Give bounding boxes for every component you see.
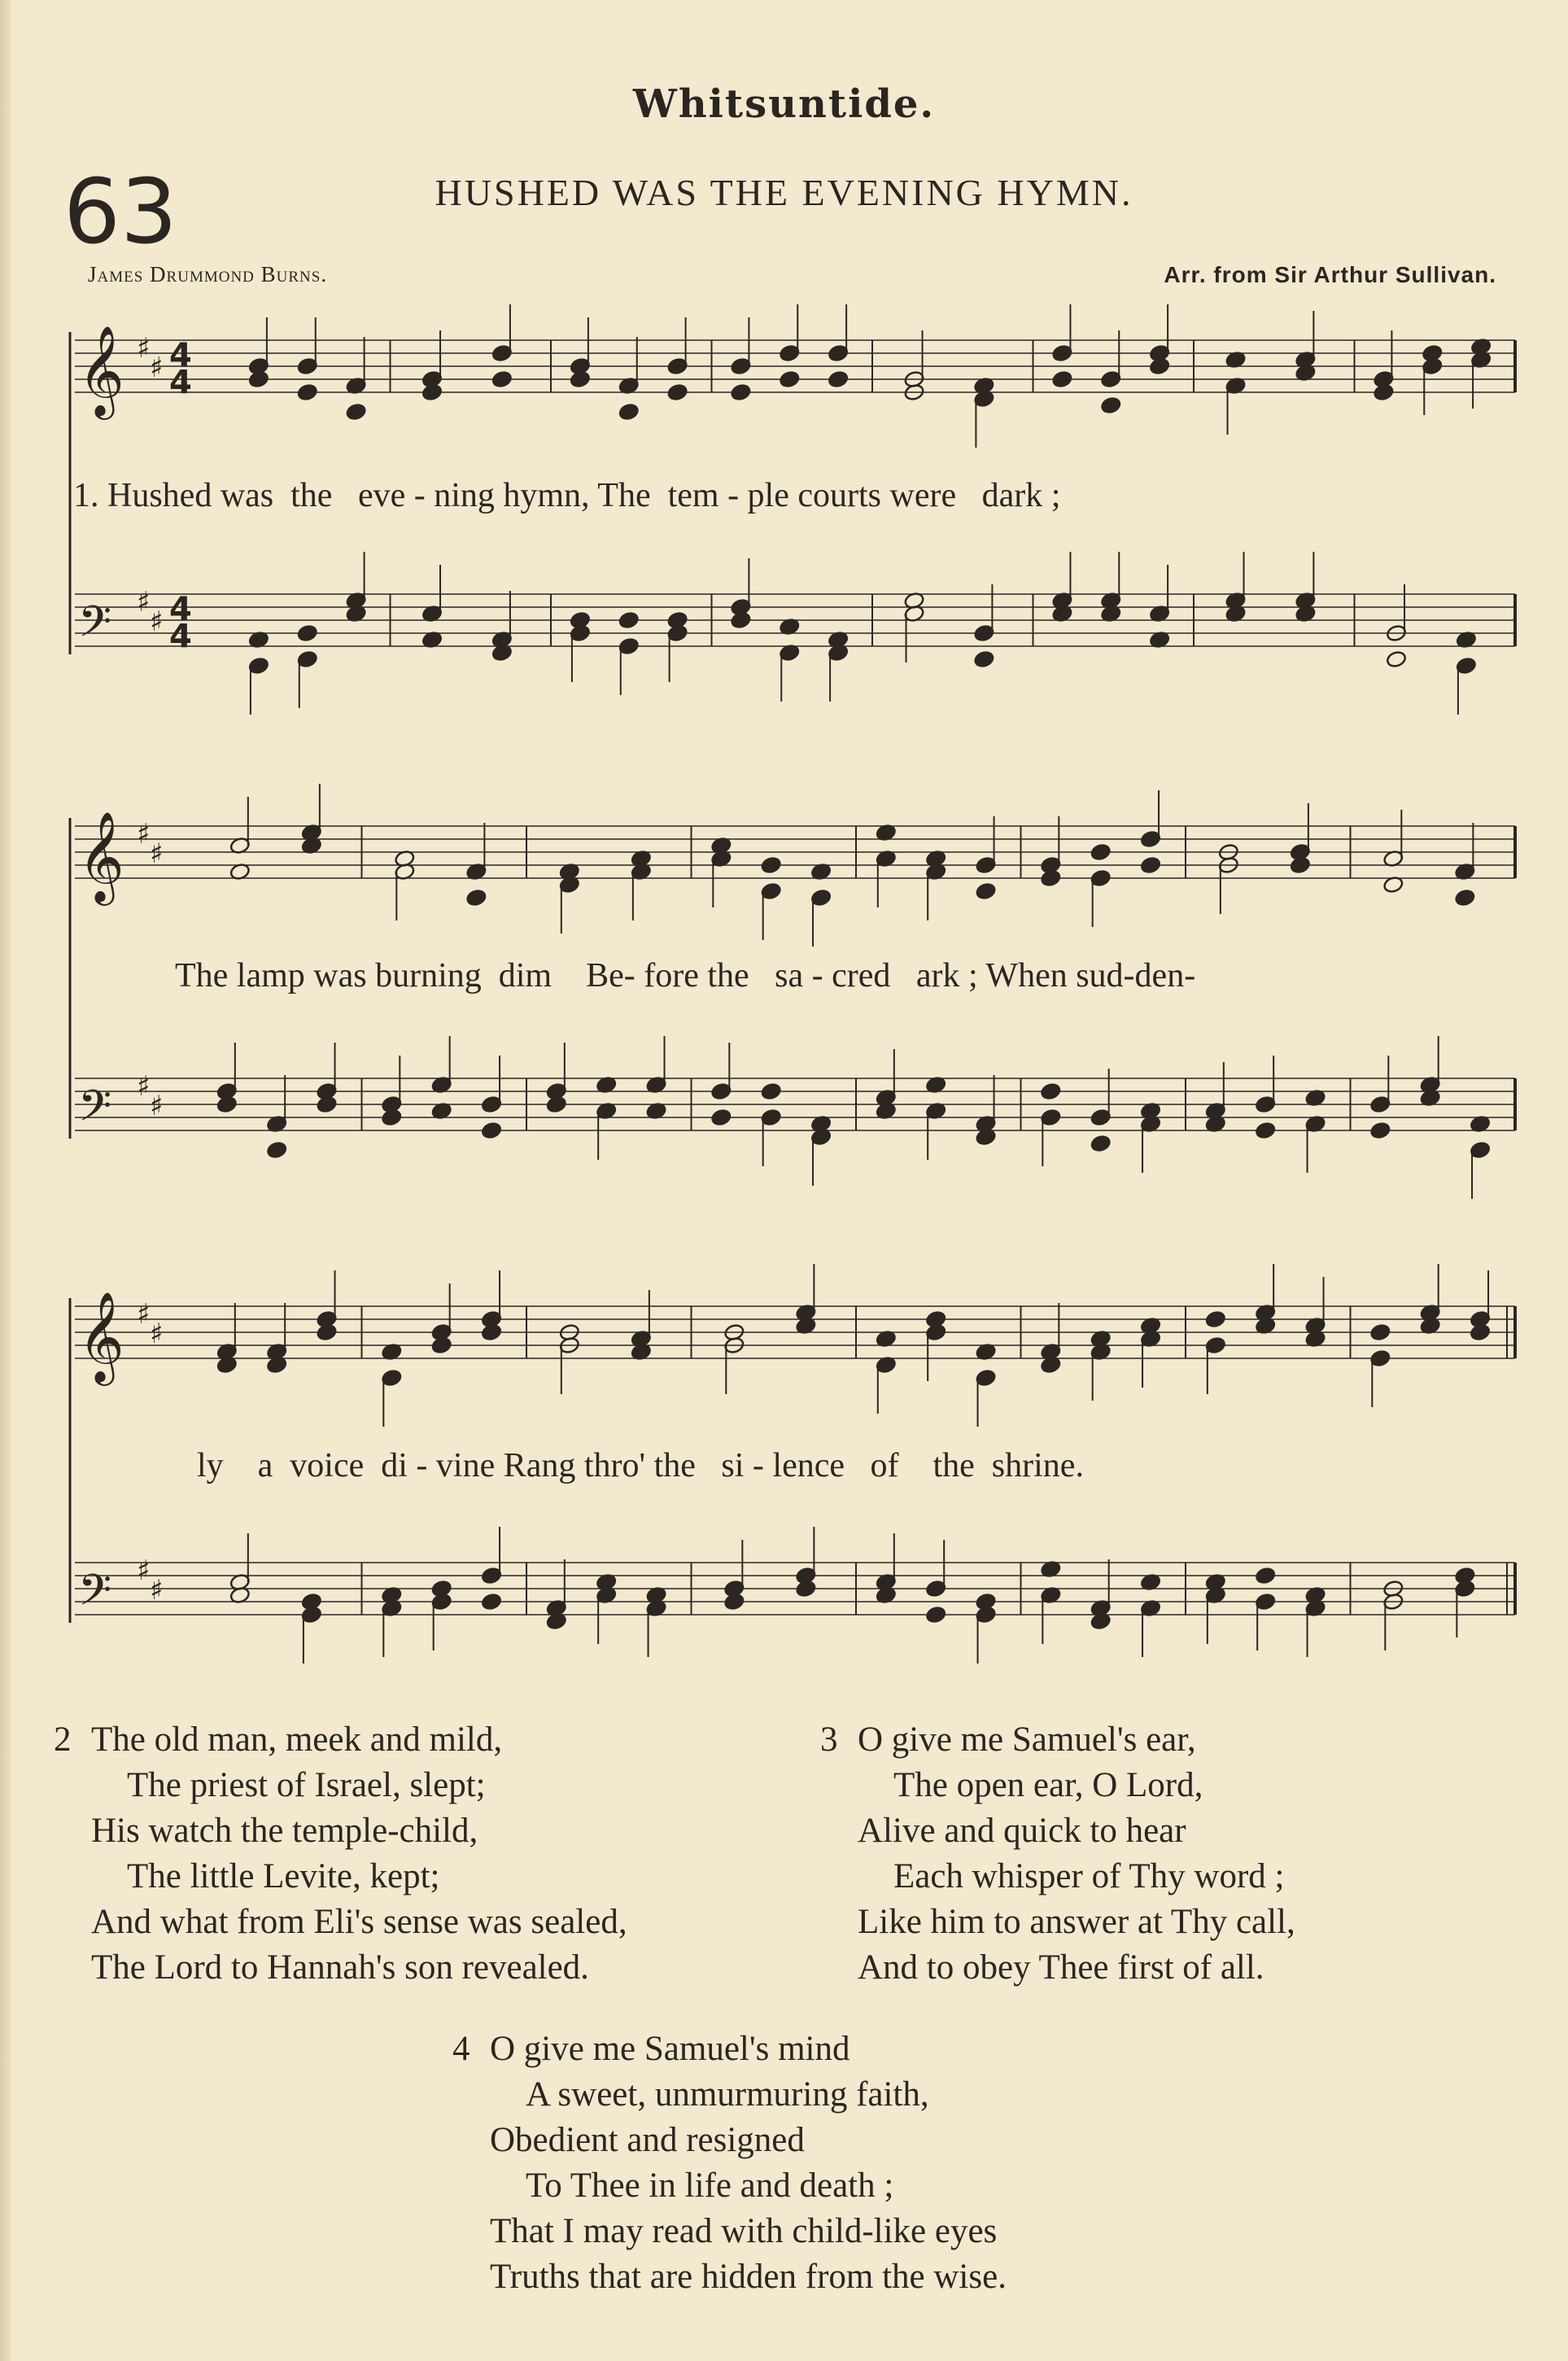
verse-line: O give me Samuel's mind <box>490 2030 850 2068</box>
verse-line: And what from Eli's sense was sealed, <box>91 1903 627 1941</box>
verse-number: 3 <box>820 1720 838 1759</box>
additional-verses <box>0 1717 1568 2336</box>
verse-4 <box>452 2027 1007 2300</box>
verse-line: That I may read with child-like eyes <box>490 2212 998 2250</box>
note-head <box>1386 650 1407 669</box>
note-head <box>1373 383 1394 402</box>
sharp-sign: ♯ <box>150 1089 164 1122</box>
note-head <box>1290 856 1311 875</box>
bass-clef: 𝄢 <box>78 1566 112 1626</box>
note-head <box>723 1593 745 1611</box>
sharp-sign: ♯ <box>150 837 164 870</box>
time-signature-bottom: 4 <box>169 364 192 402</box>
time-signature-bottom: 4 <box>169 618 192 656</box>
sharp-sign: ♯ <box>137 817 151 850</box>
sharp-sign: ♯ <box>137 1554 151 1587</box>
section-title: Whitsuntide. <box>632 81 936 127</box>
note-head <box>216 1095 238 1114</box>
bass-clef: 𝄢 <box>78 597 112 658</box>
note-head <box>421 383 443 402</box>
note-head <box>481 1323 502 1342</box>
sharp-sign: ♯ <box>150 1317 164 1350</box>
verse-number: 4 <box>452 2030 470 2068</box>
bass-clef: 𝄢 <box>78 1082 112 1142</box>
note-head <box>481 1121 502 1140</box>
note-head <box>491 370 513 389</box>
note-head <box>481 1593 502 1611</box>
note-head <box>465 889 487 907</box>
verse-2 <box>54 1717 627 1991</box>
note-head <box>248 370 269 389</box>
note-head <box>925 1606 946 1624</box>
sharp-sign: ♯ <box>150 1573 164 1607</box>
sharp-sign: ♯ <box>137 1297 151 1331</box>
hymn-title: HUSHED WAS THE EVENING HYMN. <box>435 172 1133 213</box>
treble-clef: 𝄞 <box>78 811 124 902</box>
note-head <box>316 1323 337 1342</box>
note-head <box>1255 1121 1276 1140</box>
verse-line: His watch the temple-child, <box>91 1812 478 1850</box>
lyric-line-2: The lamp was burning dim Be- fore the sa - cred ark ; When sud-den- <box>175 957 1196 995</box>
note-head <box>297 624 318 643</box>
verse-3 <box>820 1717 1295 1991</box>
note-head <box>1090 843 1112 862</box>
verse-line: The priest of Israel, slept; <box>127 1766 486 1804</box>
sharp-sign: ♯ <box>137 585 151 619</box>
note-head <box>570 370 591 389</box>
note-head <box>381 1108 402 1127</box>
note-head <box>1040 869 1061 888</box>
verse-line: A sweet, unmurmuring faith, <box>526 2075 929 2114</box>
note-head <box>667 383 688 402</box>
note-head <box>1040 1082 1061 1101</box>
treble-clef: 𝄞 <box>78 325 124 416</box>
sharp-sign: ♯ <box>150 351 164 384</box>
note-head <box>779 370 800 389</box>
note-head <box>761 856 782 875</box>
note-head <box>316 1095 337 1114</box>
note-head <box>618 403 640 422</box>
time-signature-top: 4 <box>169 591 192 628</box>
verse-line: The Lord to Hannah's son revealed. <box>91 1948 589 1987</box>
note-head <box>346 403 367 422</box>
author-credit: James Drummond Burns. <box>88 262 328 286</box>
note-head <box>730 383 751 402</box>
note-head <box>1205 1310 1226 1329</box>
hymn-number: 63 <box>63 160 177 264</box>
verse-line: Like him to answer at Thy call, <box>858 1903 1295 1941</box>
verse-line: And to obey Thee first of all. <box>858 1948 1264 1987</box>
verse-line: The little Levite, kept; <box>127 1857 440 1895</box>
verse-number: 2 <box>54 1720 72 1759</box>
verse-line: Alive and quick to hear <box>858 1812 1186 1850</box>
verse-line: Obedient and resigned <box>490 2121 805 2159</box>
verse-line: O give me Samuel's ear, <box>858 1720 1196 1759</box>
note-head <box>618 611 640 630</box>
note-head <box>1140 856 1161 875</box>
note-head <box>761 1082 782 1101</box>
note-head <box>1100 396 1121 415</box>
verse-line: To Thee in life and death ; <box>526 2166 894 2205</box>
note-head <box>795 1580 816 1598</box>
sharp-sign: ♯ <box>137 331 151 365</box>
note-head <box>266 1141 287 1160</box>
note-head <box>297 383 318 402</box>
note-head <box>1369 1323 1391 1342</box>
note-head <box>1051 370 1072 389</box>
note-head <box>828 370 849 389</box>
lyric-line-1: 1. Hushed was the eve - ning hymn, The tem - ple courts were dark ; <box>73 477 1061 514</box>
note-head <box>1454 889 1475 907</box>
sharp-sign: ♯ <box>137 1069 151 1103</box>
note-head <box>710 1108 732 1127</box>
note-head <box>1149 357 1170 376</box>
verse-line: The open ear, O Lord, <box>893 1766 1203 1804</box>
lyric-line-3: ly a voice di - vine Rang thro' the si - lence of the shrine. <box>197 1447 1084 1484</box>
note-head <box>1255 1567 1276 1585</box>
treble-clef: 𝄞 <box>78 1291 124 1382</box>
note-head <box>730 611 751 630</box>
note-head <box>1470 1323 1491 1342</box>
note-head <box>975 882 996 901</box>
time-signature-top: 4 <box>169 337 192 374</box>
note-head <box>1369 1121 1391 1140</box>
verse-line: Each whisper of Thy word ; <box>893 1857 1285 1895</box>
verse-line: Truths that are hidden from the wise. <box>490 2258 1007 2296</box>
note-head <box>546 1095 567 1114</box>
note-head <box>973 650 994 669</box>
note-head <box>1090 1135 1112 1153</box>
verse-line: The old man, meek and mild, <box>91 1720 503 1759</box>
sharp-sign: ♯ <box>150 605 164 638</box>
composer-credit: Arr. from Sir Arthur Sullivan. <box>1164 262 1496 287</box>
note-head <box>431 1336 452 1355</box>
